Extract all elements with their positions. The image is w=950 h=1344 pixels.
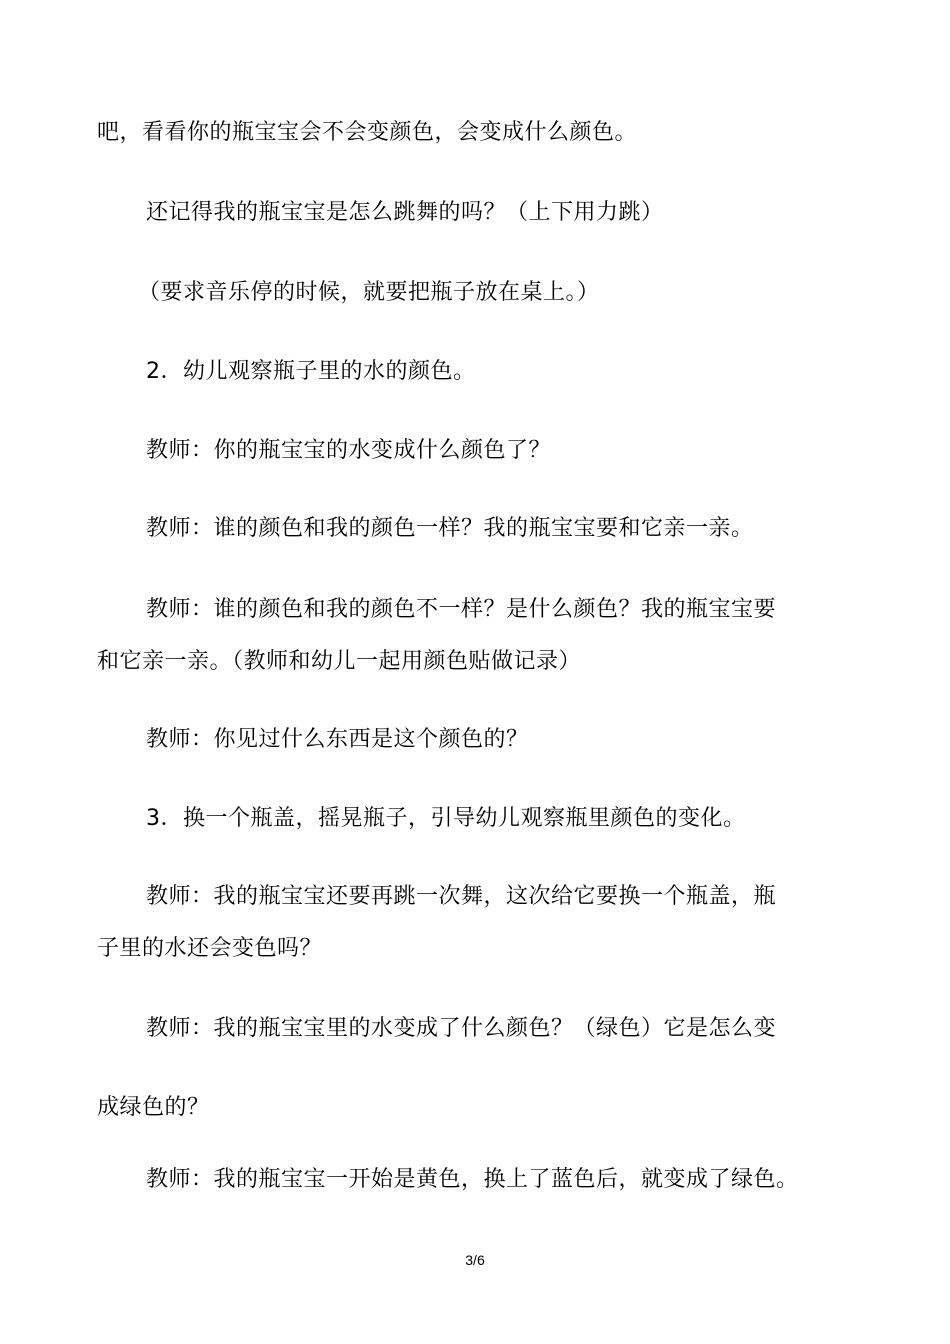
text-line-9: 教师：你见过什么东西是这个颜色的？ <box>146 727 529 752</box>
text-line-8: 和它亲一亲。（教师和幼儿一起用颜色贴做记录） <box>97 649 582 674</box>
text-line-6: 教师：谁的颜色和我的颜色一样？我的瓶宝宝要和它亲一亲。 <box>146 516 754 541</box>
text-line-11: 教师：我的瓶宝宝还要再跳一次舞，这次给它要换一个瓶盖，瓶 <box>146 884 777 909</box>
text-line-2: 还记得我的瓶宝宝是怎么跳舞的吗？（上下用力跳） <box>146 200 664 225</box>
text-line-5: 教师：你的瓶宝宝的水变成什么颜色了？ <box>146 438 552 463</box>
page-number: 3/6 <box>465 1252 485 1268</box>
text-line-7: 教师：谁的颜色和我的颜色不一样？是什么颜色？我的瓶宝宝要 <box>146 597 777 622</box>
text-line-3: （要求音乐停的时候，就要把瓶子放在桌上。） <box>138 280 600 305</box>
text-line-10: 3．换一个瓶盖，摇晃瓶子，引导幼儿观察瓶里颜色的变化。 <box>146 806 746 831</box>
text-line-12: 子里的水还会变色吗？ <box>97 936 323 961</box>
text-line-1: 吧，看看你的瓶宝宝会不会变颜色，会变成什么颜色。 <box>97 120 638 145</box>
text-line-14: 成绿色的？ <box>97 1095 210 1120</box>
text-line-4: 2．幼儿观察瓶子里的水的颜色。 <box>146 359 476 384</box>
text-line-15: 教师：我的瓶宝宝一开始是黄色，换上了蓝色后，就变成了绿色。 <box>146 1167 799 1192</box>
text-line-13: 教师：我的瓶宝宝里的水变成了什么颜色？（绿色）它是怎么变 <box>146 1016 777 1041</box>
